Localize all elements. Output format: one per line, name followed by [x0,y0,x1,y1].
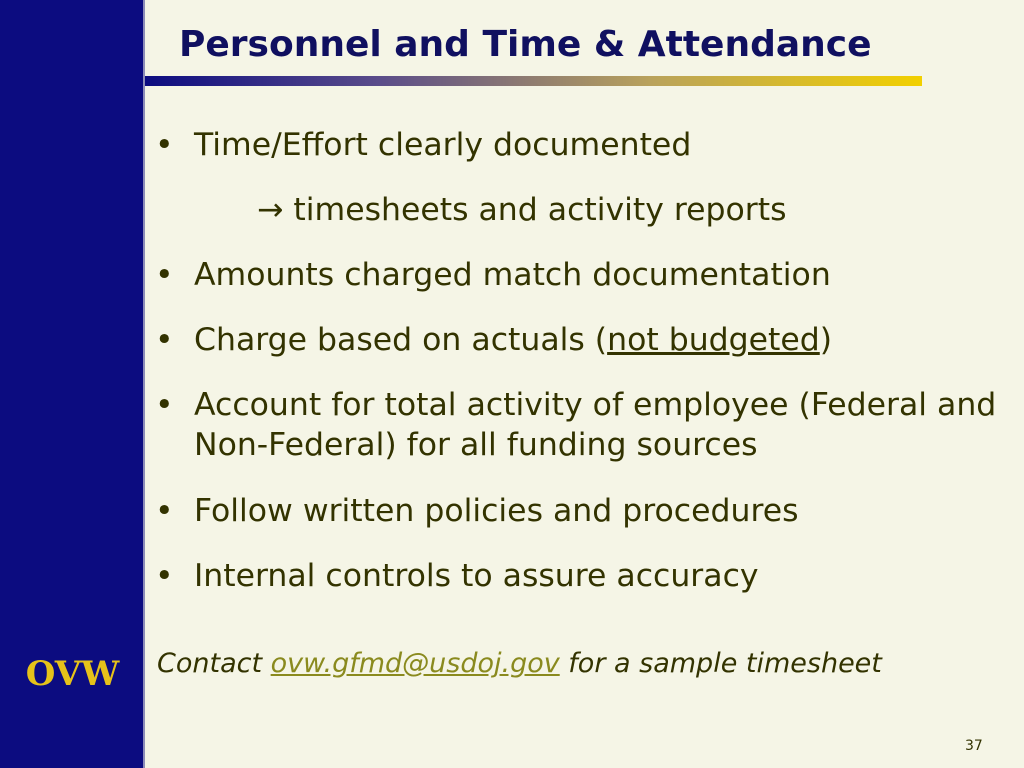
title-divider [145,76,922,86]
slide-title: Personnel and Time & Attendance [179,24,872,65]
bullet-item [155,556,1015,596]
underlined-emphasis: not budgeted [607,322,820,358]
bullet-item [155,491,1015,531]
arrow-icon: → [257,192,284,228]
bullet-text: Internal controls to assure accuracy [194,558,759,594]
bullet-text: Amounts charged match documentation [194,257,831,293]
bullet-item [155,255,1015,295]
bullet-item [155,320,1015,360]
bullet-marker: • [155,257,174,293]
bullet-text-prefix: Charge based on actuals ( [194,322,608,358]
page-number: 37 [965,738,983,754]
contact-prefix: Contact [157,648,271,679]
bullet-item [155,385,1015,465]
bullet-marker: • [155,127,174,163]
bullet-marker: • [155,558,174,594]
sub-bullet-text: timesheets and activity reports [283,192,787,228]
bullet-marker: • [155,322,174,358]
ovw-logo: OVW [25,654,120,694]
contact-line [157,648,882,679]
bullet-text-suffix: ) [819,322,833,358]
bullet-marker: • [155,493,174,529]
sidebar [0,0,145,768]
sub-bullet [257,190,787,230]
bullet-item [155,125,1015,165]
bullet-marker: • [155,387,174,423]
contact-suffix: for a sample timesheet [559,648,882,679]
bullet-text: Account for total activity of employee (Federal and Non-Federal) for all funding sources [194,387,997,463]
email-link[interactable]: ovw.gfmd@usdoj.gov [270,648,560,679]
bullet-text [194,320,1015,360]
bullet-text: Follow written policies and procedures [194,493,799,529]
bullet-text: Time/Effort clearly documented [194,127,692,163]
